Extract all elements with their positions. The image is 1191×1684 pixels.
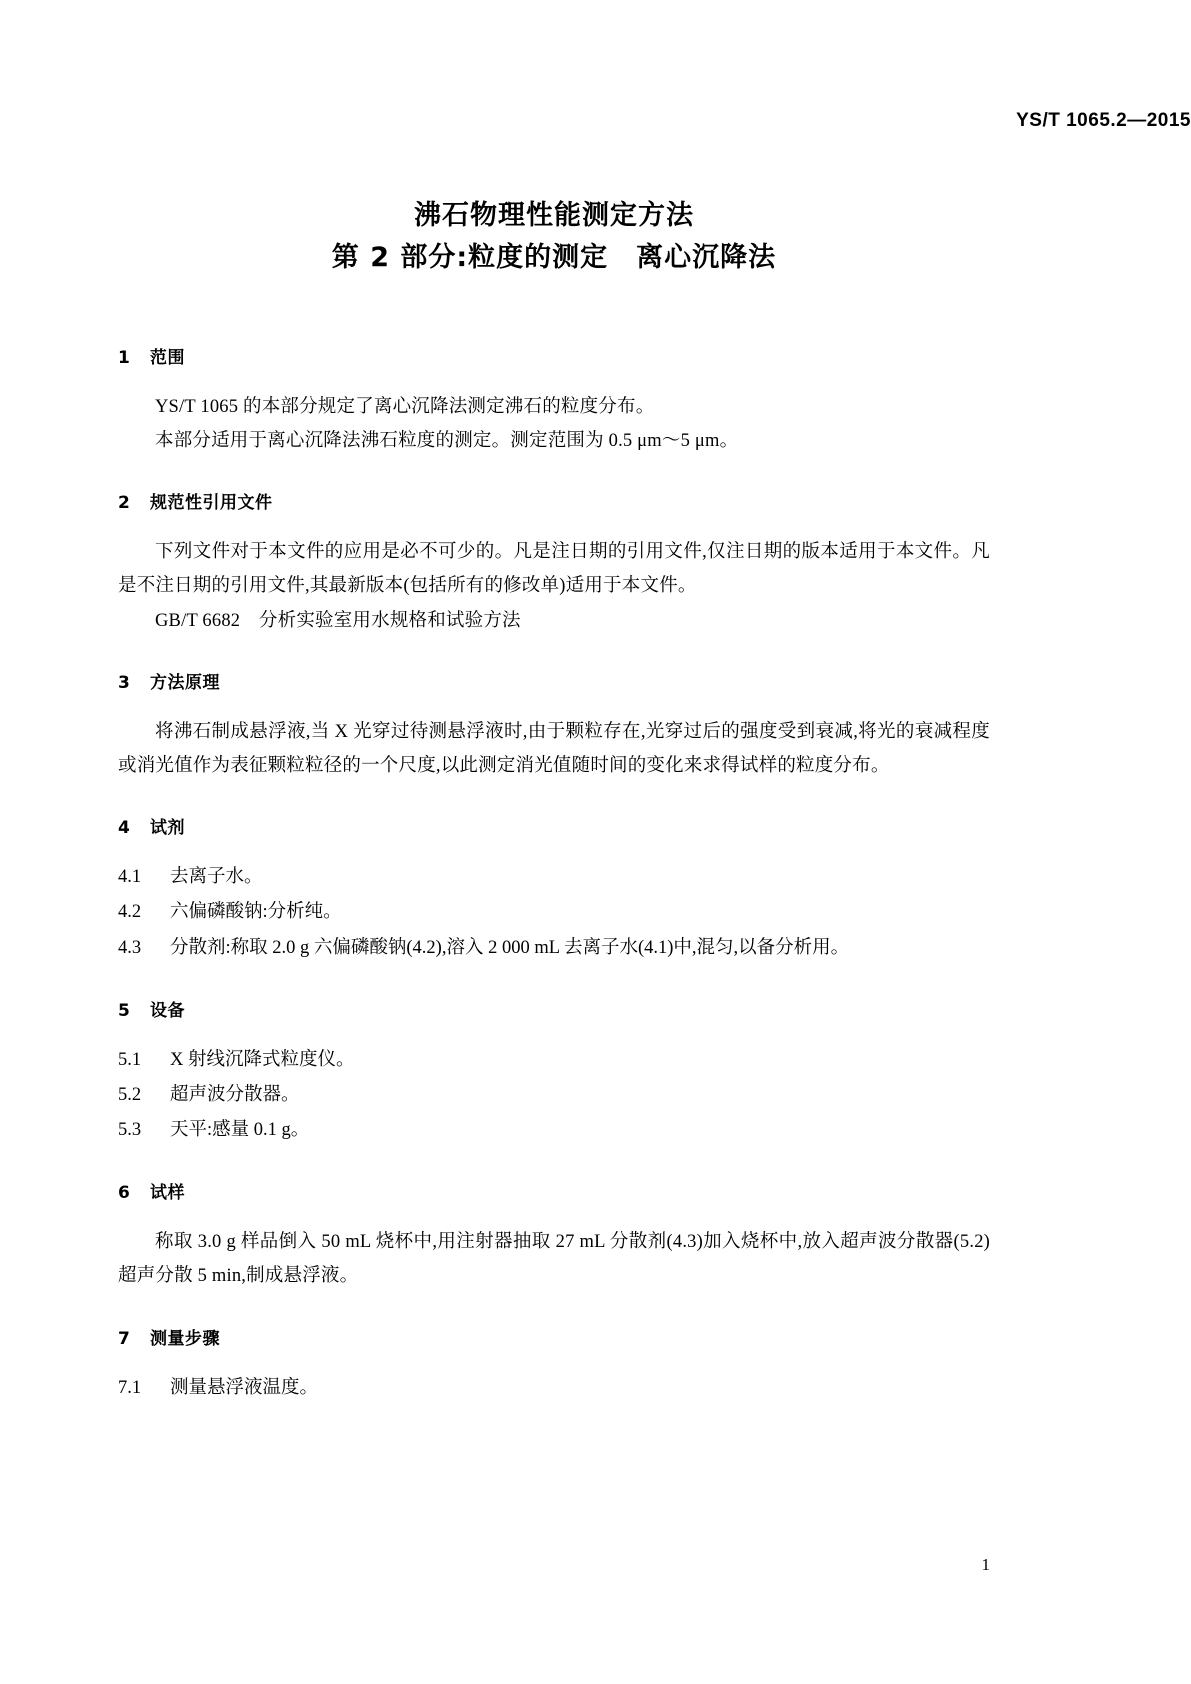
- clause-item: [118, 1113, 990, 1148]
- clause-number: 7.1: [118, 1377, 142, 1398]
- page-footer: [118, 1545, 990, 1575]
- clause-number: 5.3: [118, 1119, 142, 1140]
- clause-item: [118, 931, 990, 966]
- section-number-6: 6: [118, 1183, 131, 1204]
- clause-item: [118, 895, 990, 930]
- clause-number: 4.1: [118, 867, 142, 888]
- clause-text: 分散剂:称取 2.0 g 六偏磷酸钠(4.2),溶入 2 000 mL 去离子水(4.1)中,混匀,以备分析用。: [170, 937, 850, 958]
- clause-text: X 射线沉降式粒度仪。: [170, 1049, 355, 1070]
- paragraph: 称取 3.0 g 样品倒入 50 mL 烧杯中,用注射器抽取 27 mL 分散剂(4.3)加入烧杯中,放入超声波分散器(5.2)超声分散 5 min,制成悬浮液。: [118, 1232, 990, 1287]
- clause-text: 六偏磷酸钠:分析纯。: [170, 902, 342, 923]
- section-title-5: 设备: [150, 1000, 185, 1021]
- section-heading-4: [118, 813, 990, 838]
- normative-reference: GB/T 6682 分析实验室用水规格和试验方法: [155, 610, 521, 631]
- paragraph: YS/T 1065 的本部分规定了离心沉降法测定沸石的粒度分布。: [155, 396, 655, 417]
- document-title: [118, 195, 990, 279]
- section-title-7: 测量步骤: [150, 1328, 220, 1349]
- section-number-1: 1: [118, 347, 131, 368]
- section-number-4: 4: [118, 818, 131, 839]
- clause-text: 天平:感量 0.1 g。: [170, 1119, 310, 1140]
- section-number-7: 7: [118, 1328, 131, 1349]
- clause-text: 去离子水。: [170, 867, 263, 888]
- clause-number: 4.2: [118, 902, 142, 923]
- section-number-2: 2: [118, 493, 131, 514]
- paragraph: 将沸石制成悬浮液,当 X 光穿过待测悬浮液时,由于颗粒存在,光穿过后的强度受到衰减,将光的衰减程度或消光值作为表征颗粒粒径的一个尺度,以此测定消光值随时间的变化来求得试样的粒度分布。: [118, 721, 990, 776]
- standard-number-header: YS/T 1065.2—2015: [1016, 110, 1191, 131]
- clause-item: [118, 1043, 990, 1078]
- clause-item: [118, 860, 990, 895]
- section-title-3: 方法原理: [150, 672, 220, 693]
- section-title-6: 试样: [150, 1183, 185, 1204]
- clause-number: 4.3: [118, 937, 142, 958]
- document-title-line2: 第 2 部分:粒度的测定 离心沉降法: [331, 241, 777, 273]
- section-heading-2: [118, 488, 990, 513]
- clause-number: 5.2: [118, 1084, 142, 1105]
- section-title-1: 范围: [150, 347, 185, 368]
- section-title-2: 规范性引用文件: [150, 493, 273, 514]
- section-title-4: 试剂: [150, 818, 185, 839]
- page-number: 1: [981, 1555, 990, 1574]
- clause-text: 测量悬浮液温度。: [170, 1377, 319, 1398]
- section-heading-6: [118, 1178, 990, 1203]
- clause-text: 超声波分散器。: [170, 1084, 300, 1105]
- document-title-line1: 沸石物理性能测定方法: [414, 200, 694, 231]
- section-number-5: 5: [118, 1000, 131, 1021]
- clause-item: [118, 1078, 990, 1113]
- paragraph: 本部分适用于离心沉降法沸石粒度的测定。测定范围为 0.5 μm～5 μm。: [155, 430, 739, 451]
- section-heading-1: [118, 343, 990, 368]
- document-content: [118, 0, 990, 1406]
- section-number-3: 3: [118, 672, 131, 693]
- section-heading-7: [118, 1324, 990, 1349]
- section-heading-3: [118, 668, 990, 693]
- paragraph: 下列文件对于本文件的应用是必不可少的。凡是注日期的引用文件,仅注日期的版本适用于本文件。凡是不注日期的引用文件,其最新版本(包括所有的修改单)适用于本文件。: [118, 542, 990, 597]
- section-heading-5: [118, 996, 990, 1021]
- clause-item: [118, 1371, 990, 1406]
- clause-number: 5.1: [118, 1049, 142, 1070]
